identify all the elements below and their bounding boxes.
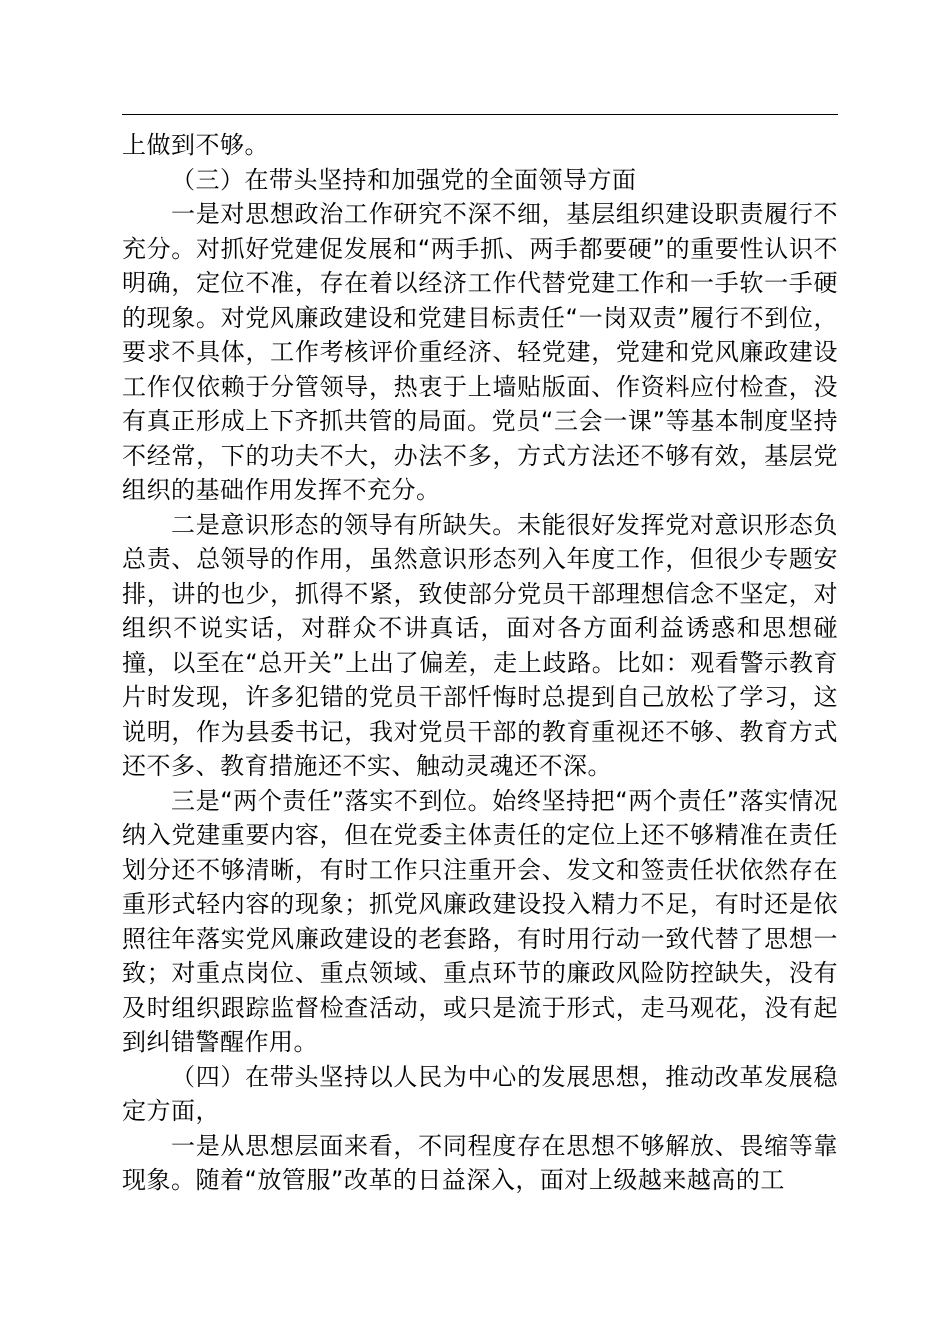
paragraph-continuation: 上做到不够。 [122,131,269,159]
section-heading-3: （三）在带头坚持和加强党的全面领导方面 [171,165,637,194]
header-rule [122,114,838,115]
paragraph-point-4-1: 一是从思想层面来看，不同程度存在思想不够解放、畏缩等靠现象。随着“放管服”改革的日益深入，面对上级越来越高的工 [122,1131,838,1194]
paragraph-point-3: 三是“两个责任”落实不到位。始终坚持把“两个责任”落实情况纳入党建重要内容，但在党委主体责任的定位上还不够精准在责任划分还不够清晰，有时工作只注重开会、发文和签责任状依然存在重形式轻内容的现象；抓党风廉政建设投入精力不足，有时还是依照往年落实党风廉政建设的老套路，有时用行动一致代替了思想一致；对重点岗位、重点领域、重点环节的廉政风险防控缺失，没有及时组织跟踪监督检查活动，或只是流于形式，走马观花，没有起到纠错警醒作用。 [122,786,838,1056]
paragraph-point-2: 二是意识形态的领导有所缺失。未能很好发挥党对意识形态负总责、总领导的作用，虽然意识形态列入年度工作，但很少专题安排，讲的也少，抓得不紧，致使部分党员干部理想信念不坚定，对组织不说实话，对群众不讲真话，面对各方面利益诱惑和思想碰撞，以至在“总开关”上出了偏差，走上歧路。比如：观看警示教育片时发现，许多犯错的党员干部忏悔时总提到自己放松了学习，这说明，作为县委书记，我对党员干部的教育重视还不够、教育方式还不多、教育措施还不实、触动灵魂还不深。 [122,510,838,780]
section-heading-4: （四）在带头坚持以人民为中心的发展思想，推动改革发展稳定方面， [122,1062,838,1125]
document-body [122,128,838,1198]
paragraph-point-1: 一是对思想政治工作研究不深不细，基层组织建设职责履行不充分。对抓好党建促发展和“两手抓、两手都要硬”的重要性认识不明确，定位不准，存在着以经济工作代替党建工作和一手软一手硬的现象。对党风廉政建设和党建目标责任“一岗双责”履行不到位，要求不具体，工作考核评价重经济、轻党建，党建和党风廉政建设工作仅依赖于分管领导，热衷于上墙贴版面、作资料应付检查，没有真正形成上下齐抓共管的局面。党员“三会一课”等基本制度坚持不经常，下的功夫不大，办法不多，方式方法还不够有效，基层党组织的基础作用发挥不充分。 [122,200,838,504]
